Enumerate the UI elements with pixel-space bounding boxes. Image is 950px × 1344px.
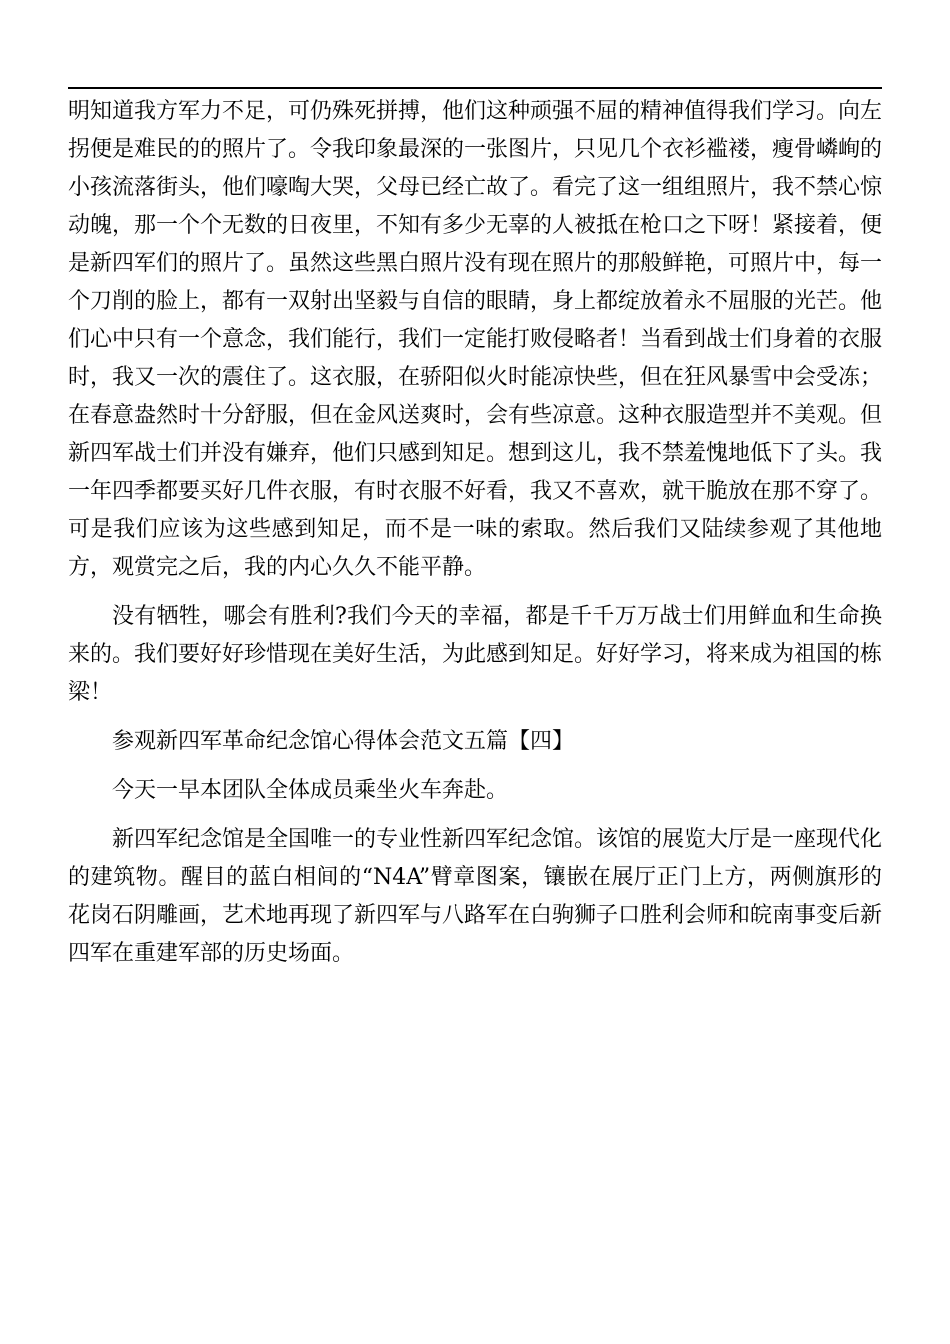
section-heading: 参观新四军革命纪念馆心得体会范文五篇【四】 — [112, 729, 575, 754]
paragraph-conclusion: 没有牺牲，哪会有胜利?我们今天的幸福，都是千千万万战士们用鲜血和生命换来的。我们要好好珍惜现在美好生活，为此感到知足。好好学习，将来成为祖国的栋梁！ — [68, 604, 883, 705]
paragraph-continued: 明知道我方军力不足，可仍殊死拼搏，他们这种顽强不屈的精神值得我们学习。向左拐便是难民的的照片了。令我印象最深的一张图片，只见几个衣衫褴褛，瘦骨嶙峋的小孩流落街头，他们嚎啕大哭，父母已经亡故了。看完了这一组组照片，我不禁心惊动魄，那一个个无数的日夜里，不知有多少无辜的人被抵在枪口之下呀！紧接着，便是新四军们的照片了。虽然这些黑白照片没有现在照片的那般鲜艳，可照片中，每一个刀削的脸上，都有一双射出坚毅与自信的眼睛，身上都绽放着永不屈服的光芒。他们心中只有一个意念，我们能行，我们一定能打败侵略者！当看到战士们身着的衣服时，我又一次的震住了。这衣服，在骄阳似火时能凉快些，但在狂风暴雪中会受冻；在春意盎然时十分舒服，但在金风送爽时，会有些凉意。这种衣服造型并不美观。但新四军战士们并没有嫌弃，他们只感到知足。想到这儿，我不禁羞愧地低下了头。我一年四季都要买好几件衣服，有时衣服不好看，我又不喜欢，就干脆放在那不穿了。可是我们应该为这些感到知足，而不是一味的索取。然后我们又陆续参观了其他地方，观赏完之后，我的内心久久不能平静。 — [68, 99, 883, 580]
paragraph-intro: 今天一早本团队全体成员乘坐火车奔赴。 — [112, 778, 509, 803]
paragraph-museum: 新四军纪念馆是全国唯一的专业性新四军纪念馆。该馆的展览大厅是一座现代化的建筑物。醒目的蓝白相间的“N4A”臂章图案，镶嵌在展厅正门上方，两侧旗形的花岗石阴雕画，艺术地再现了新四军与八路军在白驹狮子口胜利会师和皖南事变后新四军在重建军部的历史场面。 — [68, 827, 883, 966]
document-body — [68, 93, 882, 973]
header-rule — [68, 87, 882, 89]
